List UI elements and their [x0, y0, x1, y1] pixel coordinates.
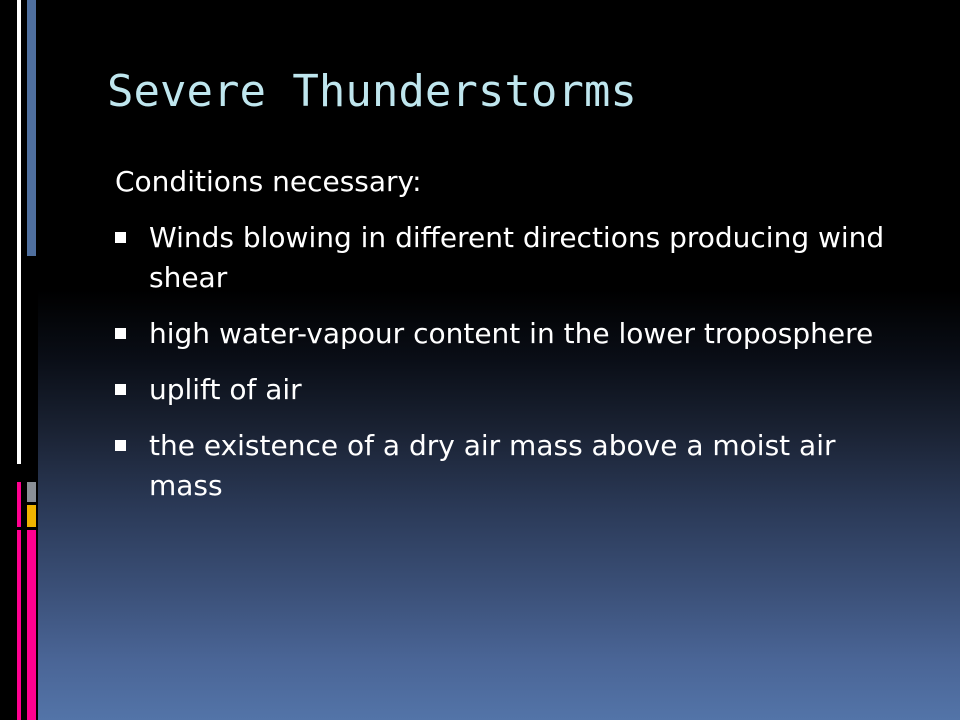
bullet-text: Winds blowing in different directions producing wind shear [149, 221, 885, 294]
bullet-text: high water-vapour content in the lower troposphere [149, 317, 874, 350]
bullet-text: the existence of a dry air mass above a moist air mass [149, 429, 836, 502]
decorative-stripe-blue [27, 0, 36, 256]
slide-title: Severe Thunderstorms [107, 66, 637, 117]
decorative-stripe-magenta-left [17, 530, 21, 720]
list-item [115, 370, 915, 410]
bullet-text: uplift of air [149, 373, 302, 406]
bullet-list [115, 218, 915, 506]
decorative-stripe-yellow [27, 505, 36, 527]
list-item [115, 314, 915, 354]
square-bullet-icon [115, 232, 126, 243]
list-item [115, 218, 915, 298]
decorative-stripe-magenta-long [27, 530, 36, 720]
decorative-stripe-magenta-short [17, 482, 21, 527]
list-item [115, 426, 915, 506]
intro-text: Conditions necessary: [115, 165, 422, 198]
left-decorative-bar [0, 0, 38, 720]
square-bullet-icon [115, 440, 126, 451]
decorative-stripe-white [17, 0, 21, 464]
square-bullet-icon [115, 328, 126, 339]
square-bullet-icon [115, 384, 126, 395]
decorative-stripe-grey [27, 482, 36, 502]
slide-content [115, 162, 915, 522]
